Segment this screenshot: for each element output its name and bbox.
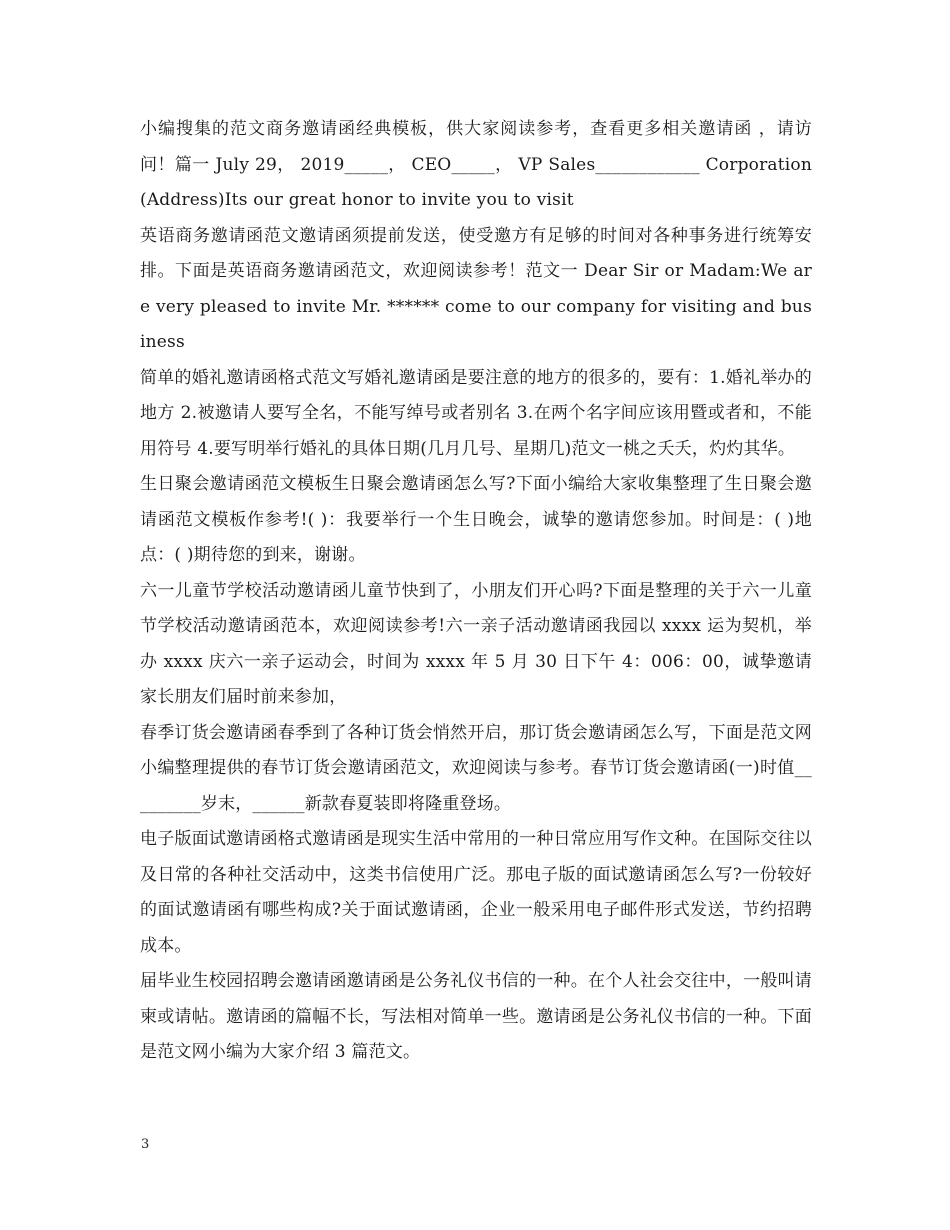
paragraph-birthday-invitation: 生日聚会邀请函范文模板生日聚会邀请函怎么写?下面小编给大家收集整理了生日聚会邀请函范文模板作参考!( )：我要举行一个生日晚会，诚挚的邀请您参加。时间是：( )地点：( )期待您的到来，谢谢。: [140, 474, 812, 565]
paragraph-english-business-invitation: 英语商务邀请函范文邀请函须提前发送，使受邀方有足够的时间对各种事务进行统筹安排。下面是英语商务邀请函范文，欢迎阅读参考！范文一 Dear Sir or Madam:We are very pleased to invite Mr. ****** come to our company for visiting and business: [140, 225, 812, 352]
paragraph-spring-order-fair-invitation: 春季订货会邀请函春季到了各种订货会悄然开启，那订货会邀请函怎么写，下面是范文网小编整理提供的春节订货会邀请函范文，欢迎阅读与参考。春节订货会邀请函(一)时值_________岁末，______新款春夏装即将隆重登场。: [140, 722, 812, 814]
page-number: 3: [141, 1137, 150, 1152]
paragraph-campus-recruitment-invitation: 届毕业生校园招聘会邀请函邀请函是公务礼仪书信的一种。在个人社会交往中，一般叫请柬或请帖。邀请函的篇幅不长，写法相对简单一些。邀请函是公务礼仪书信的一种。下面是范文网小编为大家介绍 3 篇范文。: [140, 971, 812, 1062]
paragraph-childrens-day-invitation: 六一儿童节学校活动邀请函儿童节快到了，小朋友们开心吗?下面是整理的关于六一儿童节学校活动邀请函范本，欢迎阅读参考!六一亲子活动邀请函我园以 xxxx 运为契机，举办 xxxx 庆六一亲子运动会，时间为 xxxx 年 5 月 30 日下午 4：006：00，诚挚邀请家长朋友们届时前来参加，: [140, 580, 812, 707]
document-body: [140, 112, 812, 1071]
paragraph-business-invitation-template: 小编搜集的范文商务邀请函经典模板，供大家阅读参考，查看更多相关邀请函 ，请访问！篇一 July 29， 2019_____， CEO_____， VP Sales____________ Corporation(Address)Its our great honor to invite you to visit: [140, 119, 812, 210]
paragraph-interview-invitation: 电子版面试邀请函格式邀请函是现实生活中常用的一种日常应用写作文种。在国际交往以及日常的各种社交活动中，这类书信使用广泛。那电子版的面试邀请函怎么写?一份较好的面试邀请函有哪些构成?关于面试邀请函，企业一般采用电子邮件形式发送，节约招聘成本。: [140, 829, 812, 956]
paragraph-wedding-invitation: 简单的婚礼邀请函格式范文写婚礼邀请函是要注意的地方的很多的，要有：1.婚礼举办的地方 2.被邀请人要写全名，不能写绰号或者别名 3.在两个名字间应该用暨或者和，不能用符号 4.要写明举行婚礼的具体日期(几月几号、星期几)范文一桃之夭夭，灼灼其华。: [140, 367, 812, 459]
